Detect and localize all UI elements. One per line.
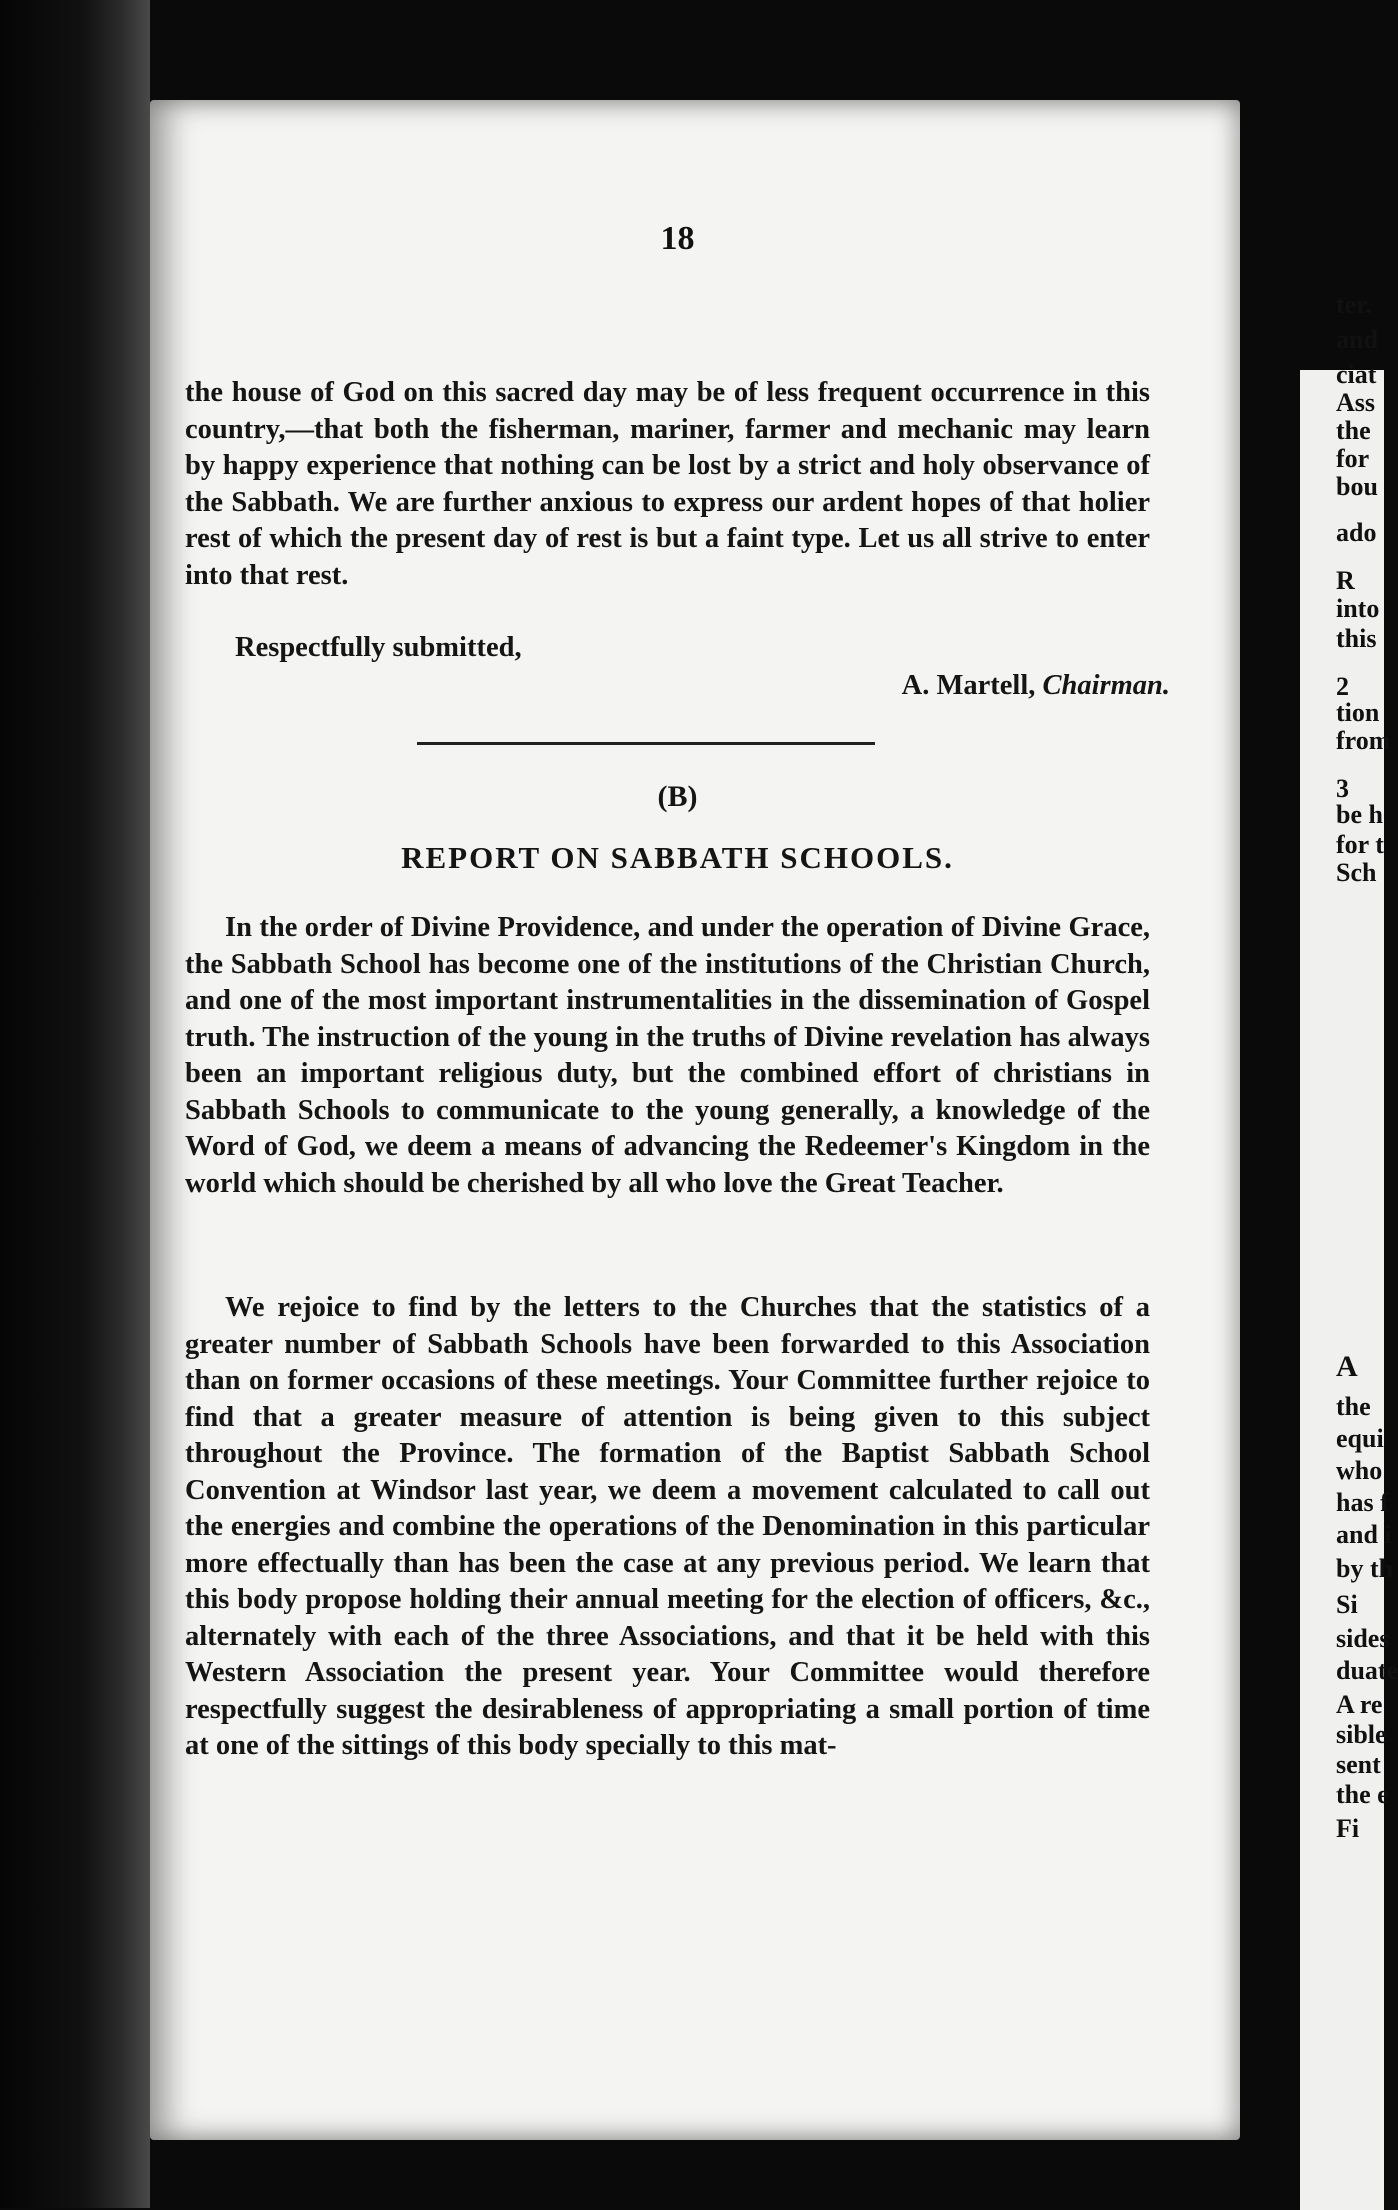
section-title: REPORT ON SABBATH SCHOOLS. (401, 840, 954, 875)
facing-fragment: A (1336, 1350, 1358, 1383)
facing-fragment: Sch (1336, 858, 1377, 887)
section-divider (417, 742, 875, 745)
facing-fragment: 2 (1336, 672, 1349, 701)
facing-fragment: for t (1336, 830, 1384, 859)
facing-page-edge (1300, 290, 1398, 2210)
book-binding-shadow (0, 0, 150, 2208)
facing-fragment: has f (1336, 1488, 1389, 1517)
facing-fragment: A re (1336, 1690, 1383, 1719)
facing-fragment: into (1336, 594, 1380, 623)
facing-fragment: the e (1336, 1780, 1389, 1809)
facing-fragment: tion (1336, 698, 1380, 727)
facing-fragment: ter. (1336, 290, 1372, 319)
signature (902, 670, 1170, 702)
facing-fragment: by th (1336, 1554, 1394, 1583)
facing-fragment: ado (1336, 518, 1377, 547)
section-mark: (B) (657, 780, 698, 813)
facing-fragment: sides (1336, 1624, 1390, 1653)
signature-role: Chairman. (1042, 670, 1170, 701)
facing-fragment: bou (1336, 472, 1378, 501)
facing-fragment: the (1336, 1392, 1371, 1421)
facing-fragment: 3 (1336, 774, 1349, 803)
facing-fragment: the (1336, 416, 1371, 445)
facing-fragment: duate (1336, 1656, 1398, 1685)
facing-fragment: who (1336, 1456, 1383, 1485)
facing-fragment: be h (1336, 800, 1383, 829)
facing-fragment: and i (1336, 1520, 1392, 1549)
facing-fragment: ciat (1336, 360, 1377, 389)
signature-name: A. Martell, (901, 670, 1036, 701)
facing-fragment: this (1336, 624, 1377, 653)
body-paragraph-1: In the order of Divine Providence, and under the operation of Divine Grace, the Sabbath School has become one of the institutions of the Christian Church, and one of the most important instrumentalities in the dissemination of Gospel truth. The instruction of the young in the truths of Divine revelation has always been an important religious duty, but the combined effort of christians in Sabbath Schools to communicate to the young generally, a knowledge of the Word of God, we deem a means of advancing the Redeemer's Kingdom in the world which should be cherished by all who love the Great Teacher. (185, 912, 1150, 1199)
facing-fragment: from (1336, 726, 1391, 755)
facing-fragment: Fi (1336, 1814, 1360, 1843)
page-number: 18 (660, 220, 695, 257)
facing-fragment: sent (1336, 1750, 1381, 1779)
facing-fragment: equi (1336, 1424, 1384, 1453)
signoff-line: Respectfully submitted, (235, 632, 522, 663)
facing-fragment: for (1336, 444, 1370, 473)
facing-fragment: Si (1336, 1590, 1358, 1619)
facing-fragment: sible (1336, 1720, 1387, 1749)
page-body (185, 0, 1170, 2208)
facing-fragment: Ass (1336, 388, 1376, 417)
facing-fragment: and (1336, 325, 1378, 354)
continuation-paragraph: the house of God on this sacred day may be of less frequent occurrence in this country,—that both the fisherman, mariner, farmer and mechanic may learn by happy experience that nothing can be lost by a strict and holy observance of the Sabbath. We are further anxious to express our ardent hopes of that holier rest of which the present day of rest is but a faint type. Let us all strive to enter into that rest. (185, 377, 1150, 591)
facing-fragment: R (1336, 566, 1355, 595)
body-paragraph-2: We rejoice to find by the letters to the Churches that the statistics of a greater number of Sabbath Schools have been forwarded to this Association than on former occasions of these meetings. Your Committee further rejoice to find that a greater measure of attention is being given to this subject throughout the Province. The formation of the Baptist Sabbath School Convention at Windsor last year, we deem a movement calculated to call out the energies and combine the operations of the Denomination in this particular more effectually than has been the case at any previous period. We learn that this body propose holding their annual meeting for the election of officers, &c., alternately with each of the three Associations, and that it be held with this Western Association the present year. Your Committee would therefore respectfully suggest the desirableness of appropriating a small portion of time at one of the sittings of this body specially to this mat- (185, 1292, 1150, 1761)
